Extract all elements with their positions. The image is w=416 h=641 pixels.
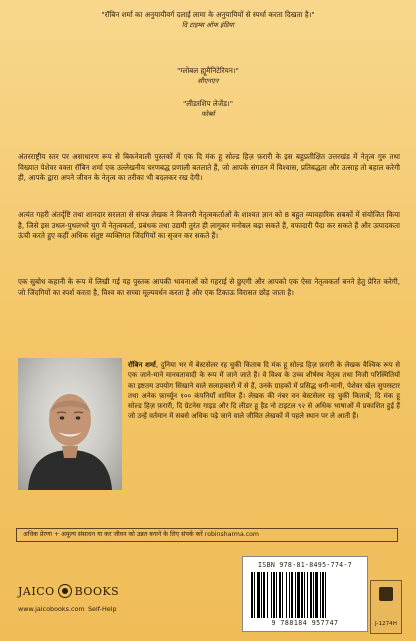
author-bio-text: , दुनिया भर में बेस्टसेलर रह चुकी किताब दि मंक हू सोल्ड हिज़ फ़रारी के लेखक वैश्विक रूप से एक जाने-माने मानवतावादी के रूप में जाने जाते हैं। वे विश्व के उच्च शीर्षस्थ नेतृत्व तथा निजी परिस्थितियों का इष्टतम उपयोग सिखाने वाले सलाहकारों में से हैं, उनके ग्राहकों में प्रसिद्ध धनी-मानी, पेशेवर खेल सुपरस्टार तथा अनेक फ़ार्च्यून १०० कंपनियाँ शामिल हैं। लेखक की नंबर वन बेस्टसेलर रह चुकी किताबें; दि मंक हू सोल्ड हिज़ फ़रारी, दि ग्रेटनेस गाइड और दि लीडर हू हैड नो टाइटल ९२ से अधिक भाषाओं में प्रकाशित हुई हैं जो उन्हें वर्तमान में सबसे अधिक पढ़े जाने वाले जीवित लेखकों में पहले स्थान पर ले आती हैं।: [128, 361, 400, 421]
jaico-emblem-icon: [58, 584, 72, 598]
isbn-text: ISBN 978-81-8495-774-7: [258, 561, 352, 569]
barcode-icon: [251, 572, 359, 618]
quote-text: "लीडरशिप लेजेंड।": [182, 99, 234, 108]
barcode-digits: 9 788184 957747: [271, 619, 339, 627]
description-paragraph-3: एक सुबोध कहानी के रूप में लिखी गई यह पुस्तक आपकी भावनाओं को गहराई से छुएगी और आपको एक ऐसा नेतृत्वकर्ता बनने हेतु प्रेरित करेगी, जो जिंदगियों का स्पर्श करता है, विश्व का सच्चा मूल्यवर्धन करता है और एक टिकाऊ विरासत छोड़ जाता है।: [18, 277, 400, 297]
price-emblem-icon: [379, 587, 393, 601]
publisher-website: www.jaicobooks.com: [18, 605, 85, 613]
author-bio: [128, 360, 400, 422]
quote-cnn: [0, 66, 416, 86]
publisher-logo-right: BOOKS: [74, 584, 120, 598]
author-name: रॉबिन शर्मा: [128, 361, 156, 369]
description-paragraph-1: अंतरराष्ट्रीय स्तर पर असाधारण रूप से बिकनेवाली पुस्तकों में एक दि मंक हू सोल्ड हिज़ फ़रारी के इस बहुप्रतीक्षित उत्तरखंड में नेतृत्व गुरु तथा विख्यात पेशेवर वक्ता रॉबिन शर्मा एक उल्लेखनीय चरणबद्ध प्रणाली बतलाते हैं, जो आपके संगठन में विश्वास, प्रतिबद्धता और उत्साह तो बहाल करेगी ही, आपके द्वारा अपने जीवन के नेतृत्व का तरीका भी बदलकर रख देगी।: [18, 152, 400, 183]
book-category: Self-Help: [88, 605, 117, 613]
quote-times-of-india: [30, 10, 386, 30]
price-emblem: [370, 580, 402, 634]
quote-source: दि टाइम्स ऑफ इंडिया: [181, 21, 235, 29]
author-portrait-illustration: [18, 358, 122, 490]
quote-text: "ग्लोबल ह्यूमैनिटेरियन।": [177, 66, 239, 75]
quote-forbes: [0, 99, 416, 119]
quote-text: "रॉबिन शर्मा का अनुयायीवर्ग दलाई लामा के अनुयायियों से स्पर्धा करता दिखता है।": [101, 10, 315, 19]
publisher-logo-left: JAICO: [18, 584, 55, 598]
quote-source: सीएनएन: [197, 77, 219, 85]
author-photo: [18, 358, 122, 490]
description-paragraph-2: अत्यंत गहरी अंतर्दृष्टि तथा शानदार सरलता से संपन्न लेखक ने विजनरी नेतृत्वकर्ताओं के शाश्वत ज्ञान को 8 बहुत व्यावहारिक सबकों में संयोजित किया है, जिसे इस उथल-पुथलभरे युग में नेतृत्वकर्ता, प्रबंधक तथा उद्यमी तुरंत ही लागूकर मनोबल बढ़ा सकते हैं, वफादारी पैदा कर सकते हैं और उत्पादकता ऊंची करते हुए कहीं अधिक संतुष्ट व्यक्तिगत जिंदगियों का सृजन कर सकते हैं।: [18, 210, 400, 241]
quote-source: फोर्ब्स: [201, 110, 215, 118]
barcode-panel: [242, 556, 368, 632]
website-info-bar: अधिक प्रेरणा + अमूल्य संसाधन या कर जीवन को उन्नत बनाने के लिए संपर्क करें robinsharma.com: [16, 528, 398, 542]
book-code: J-1274H: [375, 621, 397, 627]
publisher-logo: [18, 584, 119, 598]
